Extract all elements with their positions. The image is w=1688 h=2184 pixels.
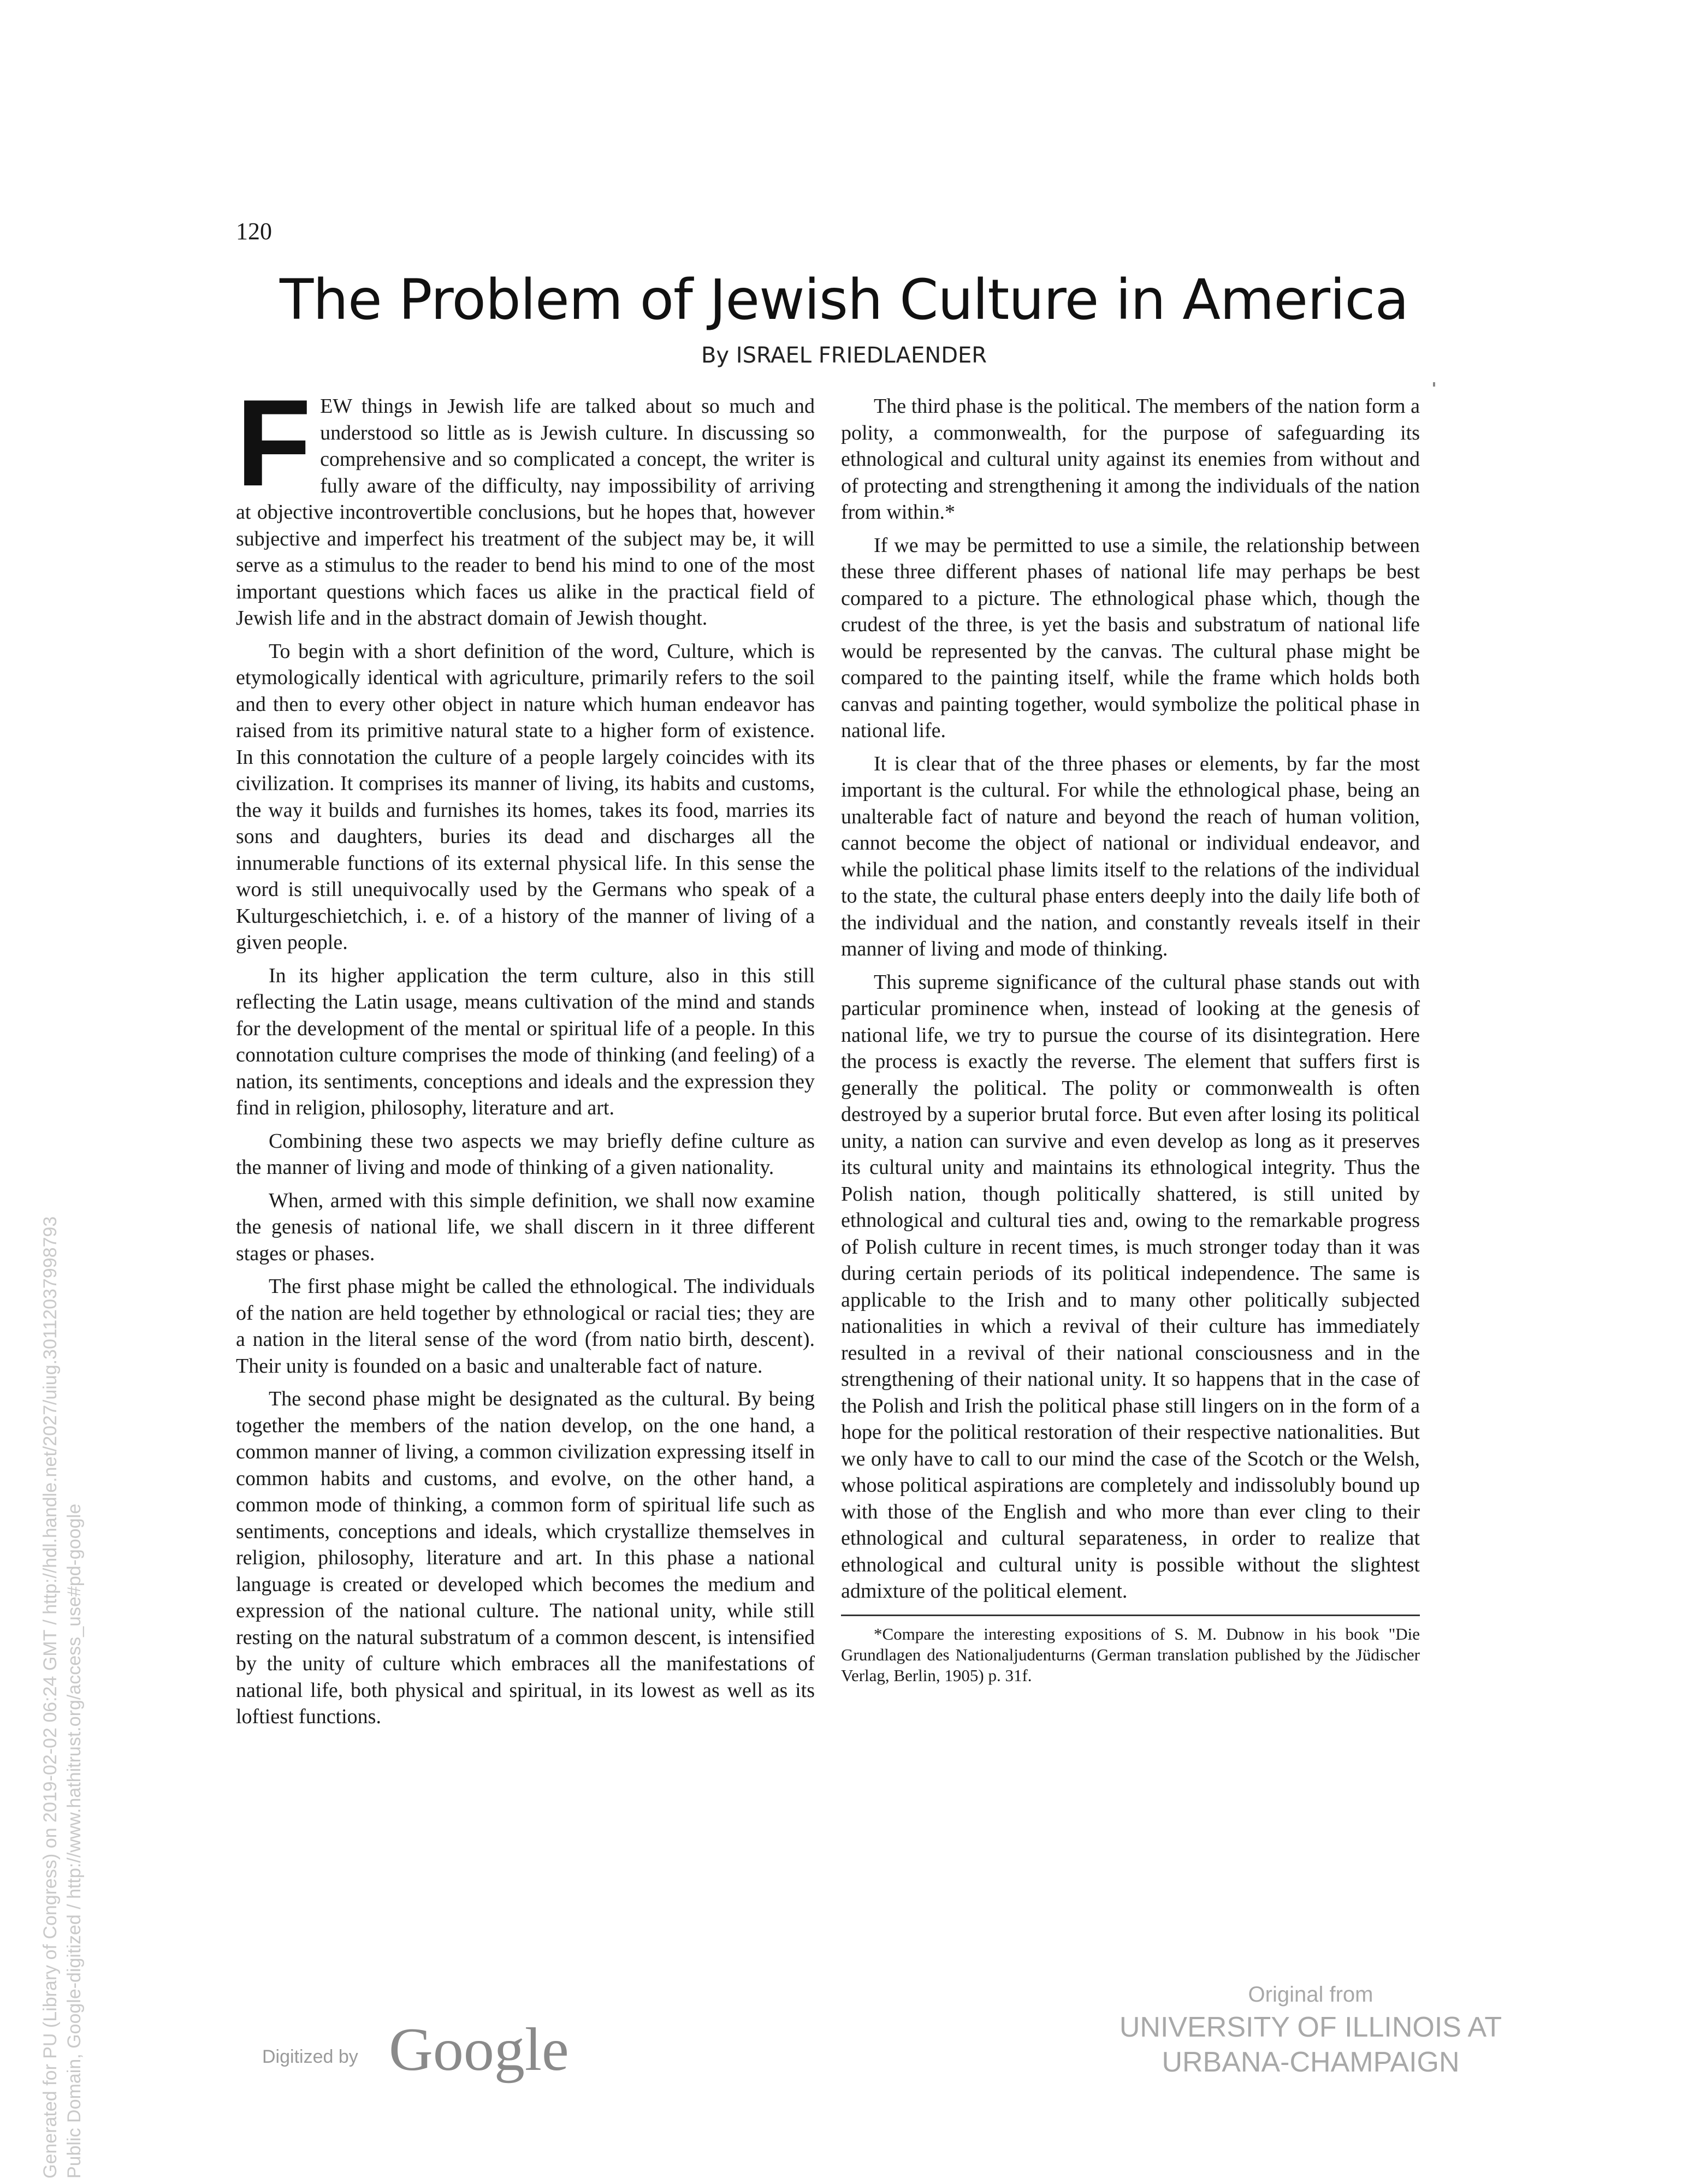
drop-cap: F: [236, 373, 312, 512]
paragraph: This supreme significance of the cultural phase stands out with particular prominence when, instead of looking at the genesis of national life, we try to pursue the course of its disintegration. Here the process is exactly the reverse. The element that suffers first is generally the political. The polity or commonwealth is often destroyed by a superior brutal force. But even after losing its political unity, a nation can survive and even develop as long as it preserves its cultural unity and maintains its ethnological integrity. Thus the Polish nation, though politically shattered, is still united by ethnological and cultural ties and, owing to the remarkable progress of Polish culture in recent times, is much stronger today than it was during certain periods of its political independence. The same is applicable to the Irish and to many other politically subjected nationalities in which a revival of their culture has immediately resulted in a revival of their national consciousness and in the strengthening of their national unity. It so happens that in the case of the Polish and Irish the political phase still lingers on in the form of a hope for the political restoration of their respective nationalities. But we only have to call to our mind the case of the Scotch or the Welsh, whose political aspirations are completely and indissolubly bound up with those of the English and who more than ever cling to their ethnological and cultural separateness, in order to realize that ethnological and cultural unity is possible without the slightest admixture of the political element.: [841, 970, 1420, 1603]
side-watermark: [38, 759, 86, 2179]
original-source: [1038, 1979, 1584, 2080]
page-number: 120: [236, 218, 272, 245]
paragraph: It is clear that of the three phases or elements, by far the most important is the cultural. For while the ethnological phase, being an unalterable fact of nature and beyond the reach of human volition, cannot become the object of national or individual endeavor, and while the political phase limits itself to the relations of the individual to the state, the cultural phase enters deeply into the daily life both of the individual and the nation, and constantly reveals itself in their manner of living and mode of thinking.: [841, 752, 1420, 960]
paragraph: In its higher application the term culture, also in this still reflecting the Latin usage, means cultivation of the mind and stands for the development of the mental or spiritual life of a people. In this connotation culture comprises the mode of thinking (and feeling) of a nation, its sentiments, conceptions and ideals and the expression they find in religion, philosophy, literature and art.: [236, 964, 815, 1119]
footnote-divider: [841, 1615, 1420, 1616]
paragraph: The first phase might be called the ethnological. The individuals of the nation are held together by ethnological or racial ties; they are a nation in the literal sense of the word (from natio birth, descent). Their unity is founded on a basic and unalterable fact of nature.: [236, 1275, 815, 1378]
paragraph: The second phase might be designated as the cultural. By being together the members of the nation develop, on the one hand, a common manner of living, a common civilization expressing itself in common habits and customs, and evolve, on the other hand, a common mode of thinking, a common form of spiritual life such as sentiments, conceptions and ideals, which crystallize themselves in religion, philosophy, literature and art. In this phase a national language is created or developed which becomes the medium and expression of the national culture. The national unity, while still resting on the natural substratum of a common descent, is intensified by the unity of culture which embraces all the manifestations of national life, both physical and spiritual, in its lowest as well as its loftiest functions.: [236, 1387, 815, 1728]
university-name: UNIVERSITY OF ILLINOIS AT: [1119, 2011, 1502, 2043]
google-digitized-logo: [262, 2015, 590, 2084]
left-column: [236, 373, 815, 1737]
university-campus: URBANA-CHAMPAIGN: [1162, 2046, 1460, 2078]
paragraph: To begin with a short definition of the word, Culture, which is etymologically identical with agriculture, primarily refers to the soil and then to every other object in nature which human endeavor has raised from its primitive natural state to a higher form of existence. In this connotation the culture of a people largely coincides with its civilization. It comprises its manner of living, its habits and customs, the way it builds and furnishes its homes, takes its food, marries its sons and daughters, buries its dead and discharges all the innumerable functions of its external physical life. In this sense the word is still unequivocally used by the Germans who speak of a Kulturgeschietchich, i. e. of a history of the manner of living of a given people.: [236, 639, 815, 954]
google-logo: Google: [389, 2016, 569, 2084]
original-from-label: Original from: [1248, 1983, 1373, 2007]
paragraph: When, armed with this simple definition, we shall now examine the genesis of national life, we shall discern in it three different stages or phases.: [236, 1189, 815, 1265]
paragraph: FEW things in Jewish life are talked about so much and understood so little as is Jewish culture. In discussing so comprehensive and so complicated a concept, the writer is fully aware of the difficulty, nay impossibility of arriving at objective incontrovertible conclusions, but he hopes that, however subjective and imperfect his treatment of the subject may be, it will serve as a stimulus to the reader to bend his mind to one of the most important questions which faces us alike in the practical field of Jewish life and in the abstract domain of Jewish thought.: [236, 373, 815, 630]
right-column: [841, 393, 1420, 1693]
paragraph: If we may be permitted to use a simile, the relationship between these three different phases of national life may perhaps be best compared to a picture. The ethnological phase which, though the crudest of the three, is yet the basis and substratum of national life would be represented by the canvas. The cultural phase might be compared to the painting itself, while the frame which holds both canvas and painting together, would symbolize the political phase in national life.: [841, 533, 1420, 742]
footnote: *Compare the interesting expositions of S. M. Dubnow in his book "Die Grundlagen des Nationaljudenturns (German translation published by the Jüdischer Verlag, Berlin, 1905) p. 31f.: [841, 1624, 1420, 1685]
author-byline: By ISRAEL FRIEDLAENDER: [701, 343, 987, 368]
watermark-line: Generated for PU (Library of Congress) on 2019-02-02 06:24 GMT / http://hdl.handle.net/2027/uiug.30112037998793: [40, 1216, 61, 2179]
paragraph: Combining these two aspects we may briefly define culture as the manner of living and mode of thinking of a given nationality.: [236, 1129, 815, 1179]
paragraph: The third phase is the political. The members of the nation form a polity, a commonwealth, for the purpose of safeguarding its ethnological and cultural unity against its enemies from without and of protecting and strengthening it among the individuals of the nation from within.*: [841, 395, 1420, 524]
margin-mark: [1433, 382, 1435, 387]
watermark-line: Public Domain, Google-digitized / http://www.hathitrust.org/access_use#pd-google: [64, 1503, 85, 2179]
digitized-by-label: Digitized by: [262, 2046, 358, 2067]
article-title: The Problem of Jewish Culture in America: [280, 268, 1408, 333]
